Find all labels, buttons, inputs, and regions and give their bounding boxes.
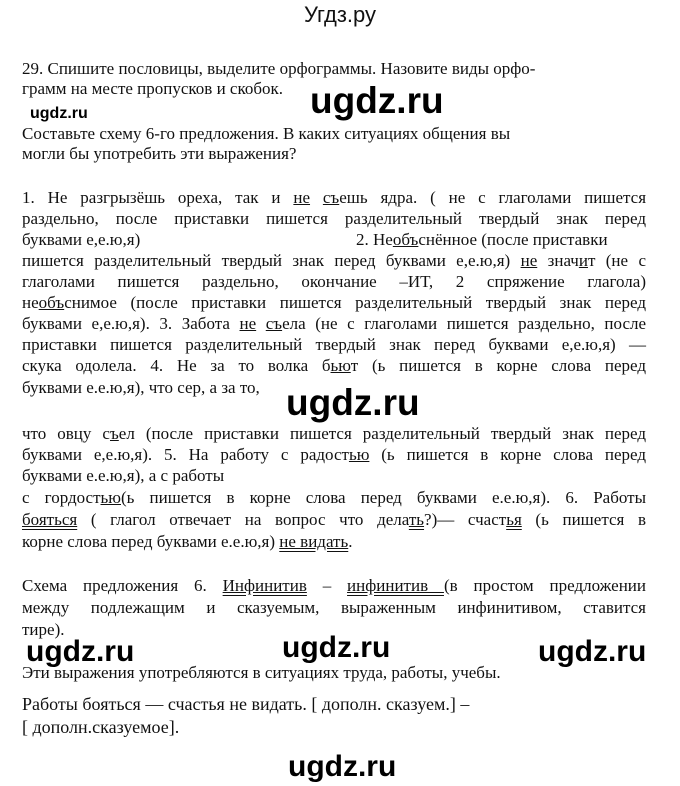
scheme-line: Эти выражения употребляются в ситуациях труда, работы, учебы.	[22, 663, 501, 682]
site-title: Угдз.ру	[303, 2, 377, 27]
answer-line: бояться ( глагол отвечает на вопрос что делать?)— счастья (ь пишется в	[22, 510, 646, 529]
task-line: могли бы употребить эти выражения?	[22, 144, 297, 163]
answer-line: корне слова перед буквами е.е.ю,я) не видать.	[22, 532, 353, 551]
watermark: ugdz.ru	[286, 382, 420, 423]
scheme-line: тире).	[22, 620, 65, 639]
answer-line: необъснимое (после приставки пишется разделительный твердый знак перед	[22, 293, 646, 312]
watermark: ugdz.ru	[288, 750, 397, 783]
answer-line: буквами е,е.ю,я). 3. Забота не съела (не с глаголами пишется раздельно, после	[22, 314, 647, 333]
task-line: 29. Спишите пословицы, выделите орфограммы. Назовите виды орфо-	[22, 59, 536, 78]
answer-line: скука одолела. 4. Не за то волка бьют (ь пишется в корне слова перед	[22, 356, 647, 375]
answer-line: глаголами пишется раздельно, окончание –ИТ, 2 спряжение глагола)	[22, 272, 646, 291]
answer-line: пишется разделительный твердый знак перед буквами е,е.ю,я) не значит (не с	[22, 251, 646, 270]
scheme-line: Схема предложения 6. Инфинитив – инфинитив (в простом предложении	[22, 576, 647, 595]
task-line: Составьте схему 6-го предложения. В каких ситуациях общения вы	[22, 124, 511, 143]
watermark: ugdz.ru	[26, 635, 135, 668]
answer-line: буквами е,е.ю,я). 5. На работу с радостью (ь пишется в корне слова перед	[22, 445, 646, 464]
answer-line: раздельно, после приставки пишется разделительный твердый знак перед	[22, 209, 646, 228]
answer-line: 1. Не разгрызёшь ореха, так и не съешь ядра. ( не с глаголами пишется	[22, 188, 647, 207]
answer-line: что овцу съел (после приставки пишется разделительный твердый знак перед	[22, 424, 646, 443]
watermark: ugdz.ru	[282, 631, 391, 664]
answer-line: буквами е.е.ю,я), что сер, а за то,	[22, 378, 260, 397]
answer-line: приставки пишется разделительный твердый знак перед буквами е,е.ю,я) —	[22, 335, 646, 354]
answer-line: буквами е,е.ю,я)	[22, 230, 141, 249]
answer-line: 2. Необъснённое (после приставки	[356, 230, 608, 249]
answer-line: с гордостью(ь пишется в корне слова перед буквами е.е.ю,я). 6. Работы	[22, 488, 646, 507]
scheme-line: между подлежащим и сказуемым, выраженным инфинитивом, ставится	[22, 598, 646, 617]
answer-line: буквами е.е.ю,я), а с работы	[22, 466, 225, 485]
task-line: грамм на месте пропусков и скобок.	[22, 79, 284, 98]
scheme-line: [ дополн.сказуемое].	[22, 717, 180, 737]
watermark: ugdz.ru	[30, 105, 88, 122]
watermark: ugdz.ru	[310, 80, 444, 121]
watermark: ugdz.ru	[538, 635, 647, 668]
scheme-line: Работы бояться — счастья не видать. [ дополн. сказуем.] –	[22, 694, 470, 714]
